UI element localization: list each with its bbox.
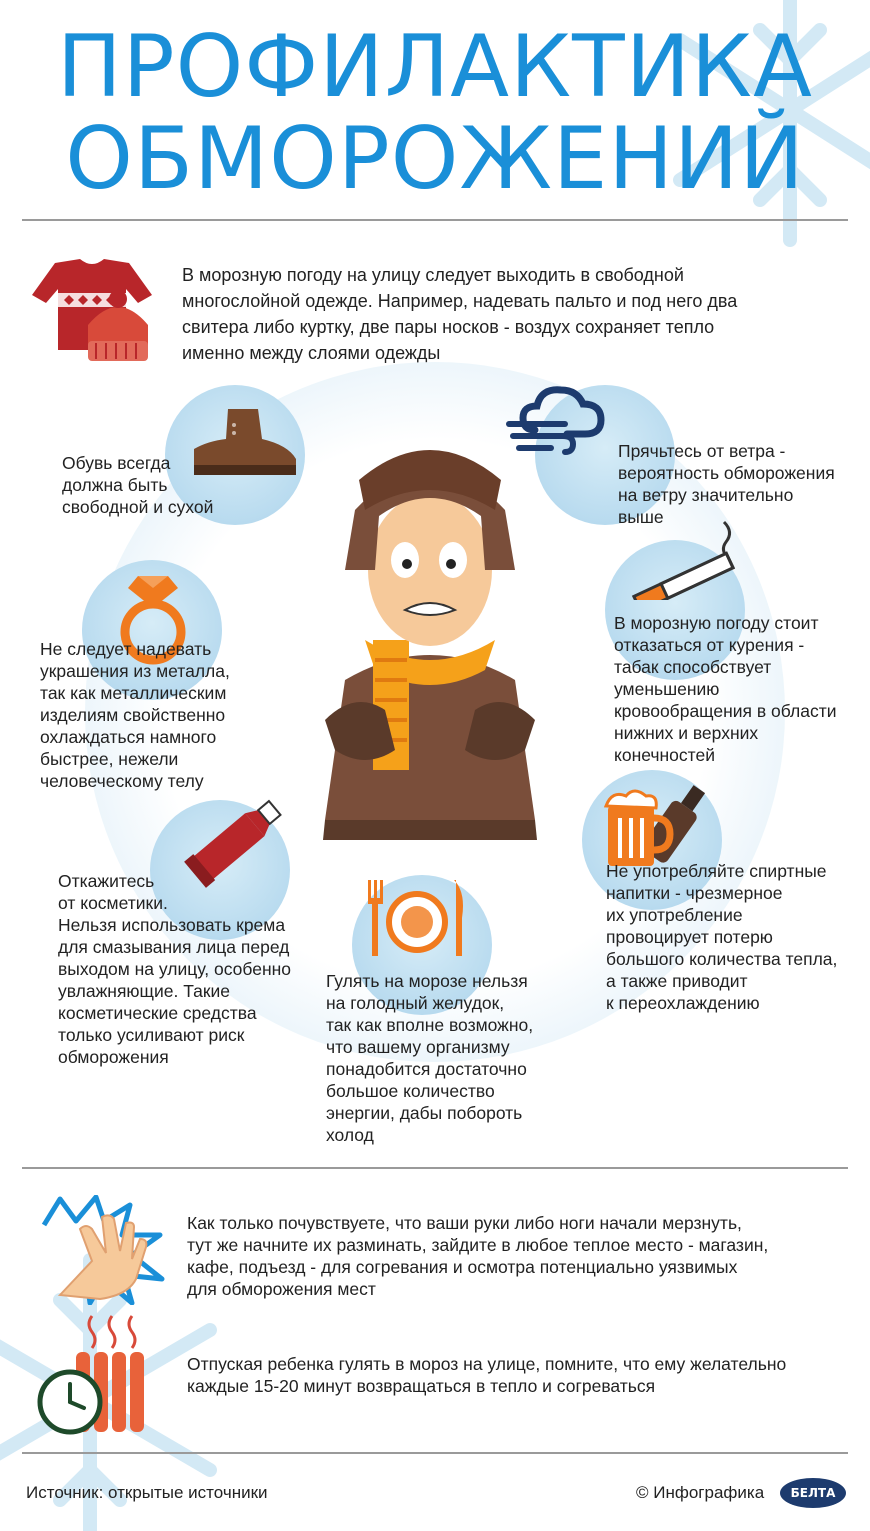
- tip-food: Гулять на морозе нельзя на голодный желудок, так как вполне возможно, что вашему организму понадобится достаточно большое количество энергии, дабы побороть холод: [326, 971, 534, 1145]
- divider: [22, 1167, 848, 1169]
- tip-alcohol: Не употребляйте спиртные напитки - чрезмерное их употребление провоцирует потерю большого количества тепла, а также приводит к переохлаждению: [606, 861, 838, 1013]
- belta-logo: БЕЛТА: [780, 1478, 846, 1508]
- beer-bottle-icon: [600, 782, 710, 872]
- tip-jewelry: Не следует надевать украшения из металла, так как металлическим изделиям свойственно охлаждаться намного быстрее, нежели человеческому телу: [40, 639, 230, 791]
- page-subtitle: ОБМОРОЖЕНИЙ: [65, 109, 805, 209]
- hands-text: Как только почувствуете, что ваши руки либо ноги начали мерзнуть, тут же начните их разминать, зайдите в любое теплое место - магазин, кафе, подъезд - для согревания и осмотра потенциально уязвимых для обморожения мест: [187, 1213, 769, 1299]
- sweater-hat-icon: [30, 255, 160, 365]
- page-title: ПРОФИЛАКТИКА: [57, 17, 813, 117]
- intro-text: В морозную погоду на улицу следует выходить в свободной многослойной одежде. Например, надевать пальто и под него два свитера либо куртку, две пары носков - воздух сохраняет тепло именно между слоями одежды: [182, 265, 738, 363]
- tip-smoking: В морозную погоду стоит отказаться от курения - табак способствует уменьшению кровообращения в области нижних и верхних конечностей: [614, 613, 837, 765]
- plate-cutlery-icon: [362, 878, 472, 958]
- credit-text: © Инфографика: [636, 1483, 765, 1502]
- child-text: Отпуская ребенка гулять в мороз на улице, помните, что ему желательно каждые 15-20 минут возвращаться в тепло и согреваться: [187, 1354, 787, 1396]
- cold-boy-illustration: [285, 420, 575, 840]
- divider: [22, 219, 848, 221]
- radiator-clock-icon: [36, 1312, 166, 1442]
- source-text: Источник: открытые источники: [26, 1483, 268, 1502]
- cigarette-icon: [628, 520, 748, 600]
- tip-shoes: Обувь всегда должна быть свободной и сухой: [62, 453, 214, 517]
- cold-hand-icon: [40, 1195, 170, 1305]
- tip-wind: Прячьтесь от ветра - вероятность обморожения на ветру значительно выше: [618, 441, 835, 527]
- tip-cosmetics: Откажитесь от косметики. Нельзя использовать крема для смазывания лица перед выходом на улицу, особенно увлажняющие. Такие косметические средства только усиливают риск обморожения: [58, 871, 292, 1067]
- divider: [22, 1452, 848, 1454]
